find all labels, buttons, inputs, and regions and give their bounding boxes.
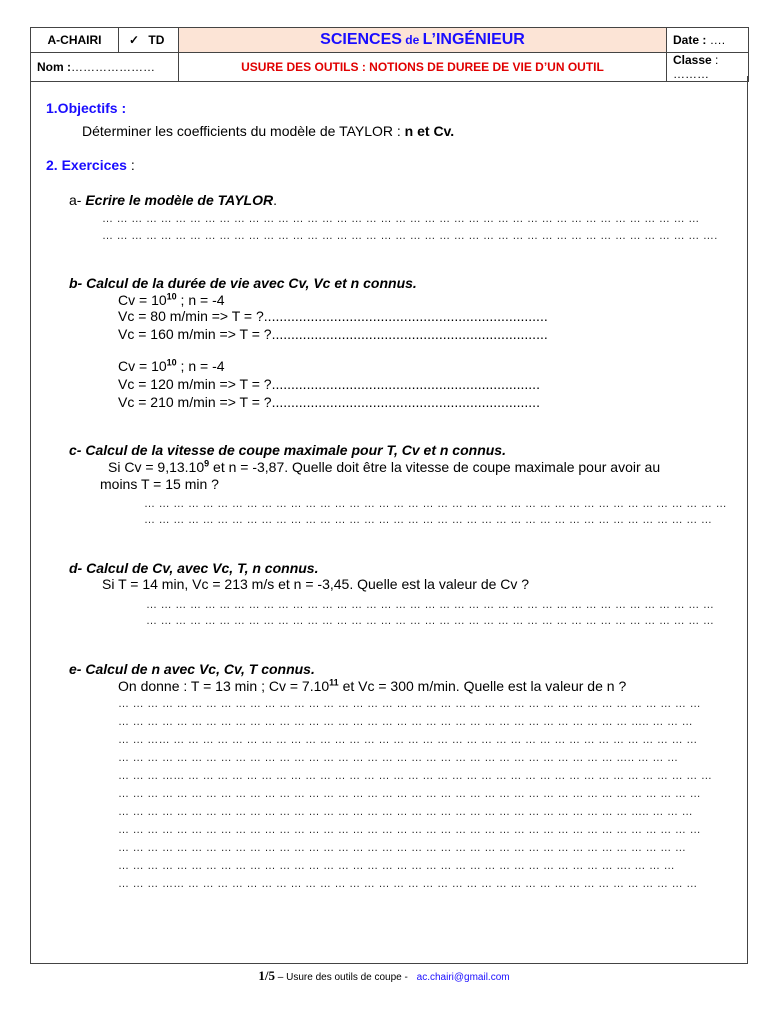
- answer-line: … … … … … … … … … … … … … … … … … … … … … … … … … … … … … … … … … … … … … … … … …: [102, 213, 700, 225]
- answer-line: … … … … … … … … … … … … … … … … … … … … … … … … … … … … … … … … … … … … … … …: [146, 599, 715, 611]
- answer-line: … … … … … … … … … … … … … … … … … … … … … … … … … … … … … … … … … … … … … … … … … ….: [102, 230, 718, 242]
- footer-text: – Usure des outils de coupe -: [275, 972, 411, 983]
- answer-line: … … … … … … … … … … … … … … … … … … … … … … … … … … … … … … … … … … … … … … … …: [118, 824, 701, 836]
- answer-line: … … … … … … … … … … … … … … … … … … … … … … … … … … … … … … … … … … … … … … … …: [118, 788, 701, 800]
- answer-line: … … … … … … … … … … … … … … … … … … … … … … … … … … … … … … … … … … …. … … …: [118, 860, 675, 872]
- page-footer: [0, 968, 768, 984]
- exercise-b-title: b- Calcul de la durée de vie avec Cv, Vc et n connus.: [69, 275, 417, 291]
- exercise-b-question-2: Vc = 160 m/min => T = ?.......................................................................: [118, 326, 548, 342]
- exercise-b-given-2: $Cv = 10^{10}$ ; n = -4: [118, 357, 225, 374]
- doc-type-cell: [119, 28, 179, 53]
- author-cell: A-CHAIRI: [31, 28, 119, 53]
- check-icon: ✓: [129, 33, 140, 47]
- answer-line: … … … … … … … … … … … … … … … … … … … … … … … … … … … … … … … … … … … … … … …: [118, 842, 687, 854]
- exercise-c-question-cont: moins T = 15 min ?: [100, 476, 219, 492]
- answer-line: … … … … … … … … … … … … … … … … … … … … … … … … … … … … … … … … … … … … … … …: [146, 615, 715, 627]
- exercise-b-question-1: Vc = 80 m/min => T = ?.........................................................................: [118, 308, 548, 324]
- answer-line: … … … … … … … … … … … … … … … … … … … … … … … … … … … … … … … … … … … ….. … … …: [118, 806, 693, 818]
- answer-line: … … … … … … … … … … … … … … … … … … … … … … … … … … … … … … … … … … … ….. … … …: [118, 716, 693, 728]
- answer-line: … … …… … … … … … … … … … … … … … … … … … … … … … … … … … … … … … … … … … … … …: [118, 734, 698, 746]
- exercise-b-question-4: Vc = 210 m/min => T = ?.....................................................................: [118, 394, 540, 410]
- answer-line: … … … …… … … … … … … … … … … … … … … … … … … … … … … … … … … … … … … … … … … … …: [118, 770, 713, 782]
- exercise-e-title: e- Calcul de n avec Vc, Cv, T connus.: [69, 661, 315, 677]
- class-field: Classe : ………: [667, 53, 749, 82]
- exercise-d-title: d- Calcul de Cv, avec Vc, T, n connus.: [69, 560, 319, 576]
- exercise-e-question: On donne : T = 13 min ; $Cv = 7.10^{11}$ et Vc = 300 m/min. Quelle est la valeur de n ?: [118, 677, 627, 694]
- page-title: SCIENCES de L’INGÉNIEUR: [179, 28, 667, 53]
- answer-line: … … … … … … … … … … … … … … … … … … … … … … … … … … … … … … … … … … … … … … … …: [144, 498, 727, 510]
- email-link[interactable]: ac.chairi@gmail.com: [416, 972, 510, 983]
- exercise-d-question: Si T = 14 min, Vc = 213 m/s et n = -3,45. Quelle est la valeur de Cv ?: [102, 576, 530, 592]
- answer-line: … … … … … … … … … … … … … … … … … … … … … … … … … … … … … … … … … … … … … … … …: [118, 698, 701, 710]
- doc-type-label: TD: [148, 33, 165, 47]
- header-table: [30, 27, 749, 82]
- objectifs-text: Déterminer les coefficients du modèle de TAYLOR : n et Cv.: [82, 123, 455, 139]
- objectifs-heading: 1.Objectifs :: [46, 100, 127, 116]
- exercise-b-question-3: Vc = 120 m/min => T = ?.....................................................................: [118, 376, 540, 392]
- answer-line: … … … …… … … … … … … … … … … … … … … … … … … … … … … … … … … … … … … … … … … …: [118, 878, 698, 890]
- answer-line: … … … … … … … … … … … … … … … … … … … … … … … … … … … … … … … … … … … … … … …: [144, 514, 713, 526]
- exercices-heading: 2. Exercices :: [46, 157, 135, 173]
- answer-line: … … … … … … … … … … … … … … … … … … … … … … … … … … … … … … … … … … ….. … … …: [118, 752, 679, 764]
- page-subtitle: USURE DES OUTILS : NOTIONS DE DUREE DE VIE D’UN OUTIL: [179, 53, 667, 82]
- exercise-b-given-1: $Cv = 10^{10}$ ; n = -4: [118, 291, 225, 308]
- page-number: 1/5: [258, 968, 275, 983]
- exercise-c-question: Si $Cv = 9,13.10^9$ et n = -3,87. Quelle doit être la vitesse de coupe maximale pour avoir au: [108, 458, 661, 475]
- date-field: Date : ….: [667, 28, 749, 53]
- exercise-c-title: c- Calcul de la vitesse de coupe maximale pour T, Cv et n connus.: [69, 442, 506, 458]
- name-field: Nom :…………………: [31, 53, 179, 82]
- exercise-a-title: a- Ecrire le modèle de TAYLOR.: [69, 192, 277, 208]
